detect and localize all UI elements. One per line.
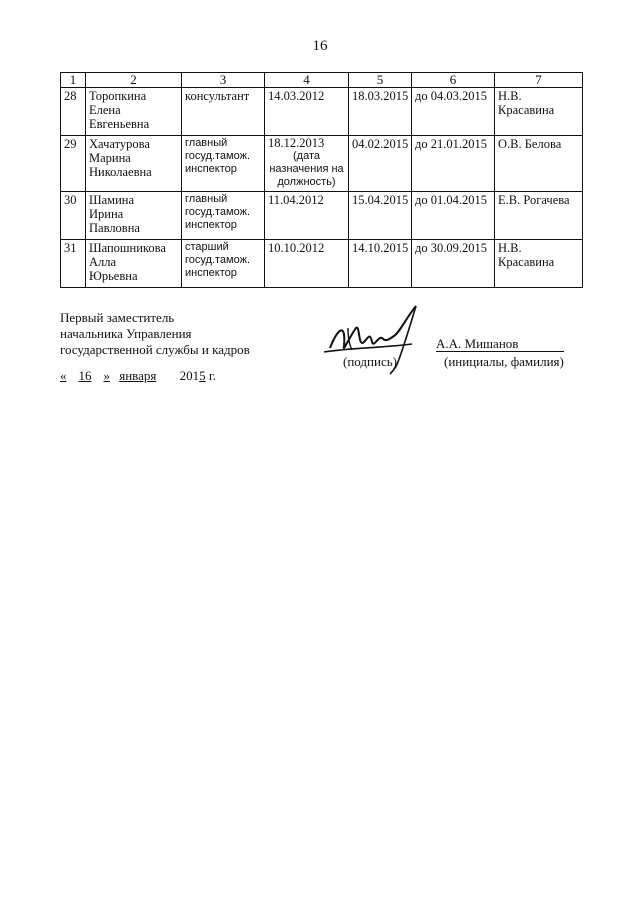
table-row [61, 192, 583, 240]
surname: Торопкина [89, 89, 147, 103]
deadline-date: до 21.01.2015 [412, 136, 495, 192]
position-line: госуд.тамож. [185, 254, 251, 266]
date-year-prefix: 201 [179, 368, 200, 383]
first-name: Елена [89, 103, 121, 117]
date-line: 18.12.2013 [268, 136, 325, 150]
deadline-date: до 01.04.2015 [412, 192, 495, 240]
surname: Хачатурова [89, 137, 150, 151]
date-line: 11.04.2012 [268, 193, 324, 207]
col-header-2: 2 [86, 73, 182, 88]
signing-date [60, 368, 216, 384]
position-line: главный [185, 193, 228, 205]
date-suffix: г. [208, 368, 217, 383]
date-day: 16 [78, 368, 92, 383]
surname: Шапошникова [89, 241, 166, 255]
signer-title-line: государственной службы и кадров [60, 342, 250, 357]
date-close-quote: » [103, 368, 110, 383]
date-note: (дата [293, 150, 320, 162]
position-line: старший [185, 241, 229, 253]
position-line: госуд.тамож. [185, 150, 251, 162]
responsible-name: О.В. Белова [498, 137, 562, 151]
employee-position [182, 136, 265, 192]
position-line: консультант [185, 89, 250, 103]
row-number: 29 [61, 136, 86, 192]
position-line: госуд.тамож. [185, 206, 251, 218]
table-header-row [61, 73, 583, 88]
appointment-date [265, 88, 349, 136]
first-name: Марина [89, 151, 131, 165]
review-date: 14.10.2015 [349, 240, 412, 288]
employee-position [182, 88, 265, 136]
employee-position [182, 240, 265, 288]
position-line: инспектор [185, 163, 237, 175]
patronymic: Юрьевна [89, 269, 138, 283]
name-caption: (инициалы, фамилия) [444, 354, 564, 369]
appointment-date [265, 192, 349, 240]
responsible-name: Е.В. Рогачева [498, 193, 570, 207]
employee-name [86, 240, 182, 288]
patronymic: Евгеньевна [89, 117, 150, 131]
date-line: 14.03.2012 [268, 89, 325, 103]
date-note: назначения на [269, 163, 344, 175]
patronymic: Павловна [89, 221, 140, 235]
responsible-surname: Красавина [498, 103, 555, 117]
col-header-1: 1 [61, 73, 86, 88]
date-year-digit: 5 [199, 368, 206, 383]
date-note: должность) [277, 176, 336, 188]
signer-title-line: начальника Управления [60, 326, 192, 341]
col-header-6: 6 [412, 73, 495, 88]
first-name: Ирина [89, 207, 124, 221]
patronymic: Николаевна [89, 165, 152, 179]
col-header-3: 3 [182, 73, 265, 88]
table-row [61, 136, 583, 192]
page-number: 16 [312, 38, 328, 54]
position-line: главный [185, 137, 228, 149]
appointment-date [265, 136, 349, 192]
responsible-person [495, 240, 583, 288]
deadline-date: до 04.03.2015 [412, 88, 495, 136]
responsible-initials: Н.В. [498, 89, 522, 103]
row-number: 28 [61, 88, 86, 136]
row-number: 31 [61, 240, 86, 288]
date-line: 10.10.2012 [268, 241, 325, 255]
responsible-surname: Красавина [498, 255, 555, 269]
appointment-date [265, 240, 349, 288]
employee-name [86, 136, 182, 192]
responsible-person [495, 136, 583, 192]
review-date: 15.04.2015 [349, 192, 412, 240]
signer-name: А.А. Мишанов [436, 336, 564, 352]
employee-name [86, 192, 182, 240]
employee-name [86, 88, 182, 136]
responsible-initials: Н.В. [498, 241, 522, 255]
col-header-4: 4 [265, 73, 349, 88]
employee-table [60, 72, 583, 288]
review-date: 04.02.2015 [349, 136, 412, 192]
date-month: января [119, 368, 157, 383]
responsible-person [495, 192, 583, 240]
row-number: 30 [61, 192, 86, 240]
deadline-date: до 30.09.2015 [412, 240, 495, 288]
first-name: Алла [89, 255, 117, 269]
responsible-person [495, 88, 583, 136]
review-date: 18.03.2015 [349, 88, 412, 136]
employee-position [182, 192, 265, 240]
table-row [61, 240, 583, 288]
position-line: инспектор [185, 219, 237, 231]
col-header-7: 7 [495, 73, 583, 88]
signer-title [60, 310, 250, 358]
date-open-quote: « [60, 368, 67, 383]
signature-caption: (подпись) [343, 354, 397, 369]
surname: Шамина [89, 193, 134, 207]
table-row [61, 88, 583, 136]
position-line: инспектор [185, 267, 237, 279]
signer-title-line: Первый заместитель [60, 310, 175, 325]
col-header-5: 5 [349, 73, 412, 88]
